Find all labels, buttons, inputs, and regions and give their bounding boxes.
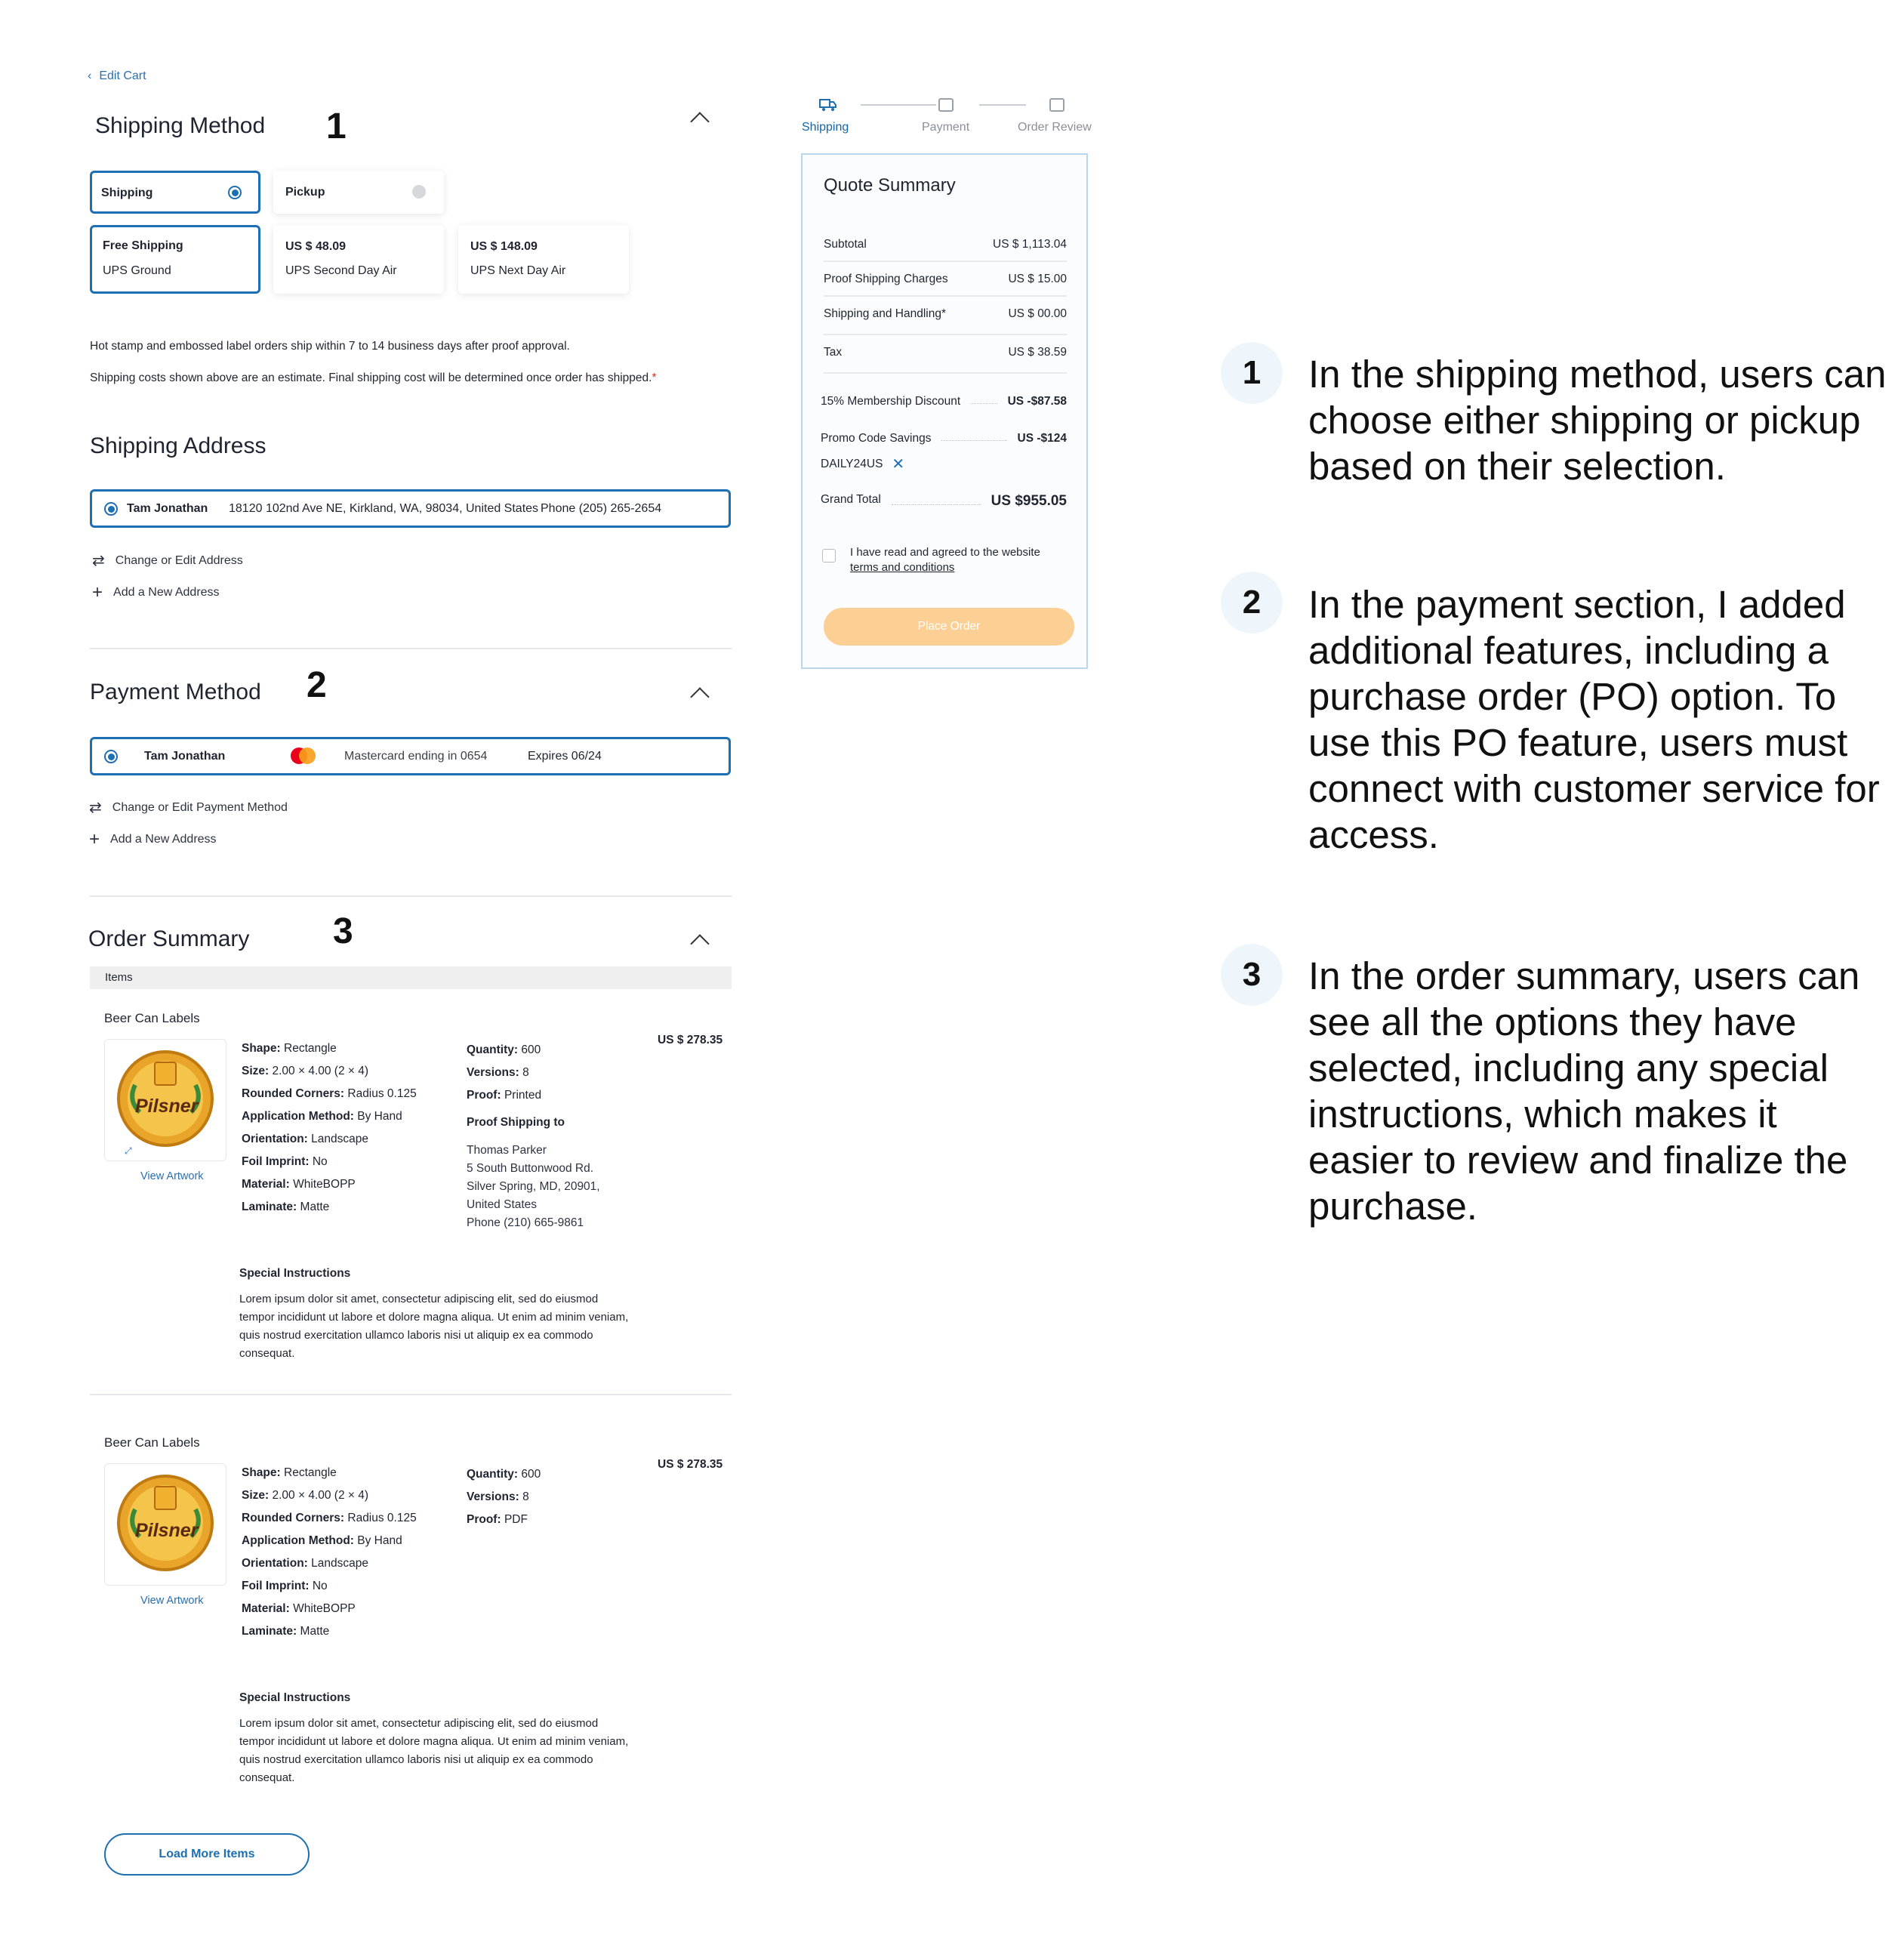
refresh-icon: ⇄ [92, 553, 105, 569]
address-phone: Phone (205) 265-2654 [541, 502, 662, 515]
annotation-badge-3: 3 [1221, 944, 1283, 1006]
item-specs-left [242, 1462, 417, 1643]
shipping-option-price: US $ 48.09 [285, 240, 347, 253]
annotation-text-2: In the payment section, I added additional features, including a purchase order (PO) option. To use this PO feature, users must connect with customer service for access. [1308, 583, 1880, 856]
spec-proof: Proof: PDF [467, 1513, 528, 1526]
shipping-option-ground[interactable] [90, 225, 260, 294]
plus-icon: + [89, 829, 100, 849]
spec-orientation: Orientation: Landscape [242, 1557, 368, 1570]
special-instructions-text: Lorem ipsum dolor sit amet, consectetur adipiscing elit, sed do eiusmod tempor incididunt ut labore et dolore magna aliqua. Ut enim ad minim veniam, quis nostrud exercitation ullamco laboris nisi ut aliquip ex ea commodo consequat. [239, 1293, 629, 1360]
section-number-1: 1 [326, 106, 347, 146]
stepper-line [861, 104, 936, 106]
spec-application-method: Application Method: By Hand [242, 1534, 402, 1547]
spec-shape: Shape: Rectangle [242, 1042, 337, 1055]
expand-icon[interactable]: ⤢ [125, 1145, 132, 1156]
spec-laminate: Laminate: Matte [242, 1625, 330, 1638]
refresh-icon: ⇄ [89, 800, 102, 816]
shipping-option-service: UPS Second Day Air [285, 264, 397, 277]
spec-quantity: Quantity: 600 [467, 1468, 541, 1481]
pickup-mode-option[interactable] [273, 171, 444, 214]
chevron-left-icon: ‹ [88, 69, 92, 82]
tax-row: Tax US $ 38.59 [824, 346, 1067, 359]
quote-summary-panel [801, 153, 1088, 669]
membership-discount-row: 15% Membership Discount US -$87.58 [821, 395, 1067, 408]
item-specs-right [467, 1039, 541, 1107]
view-artwork-link[interactable]: View Artwork [140, 1595, 204, 1607]
item-title: Beer Can Labels [104, 1011, 200, 1025]
terms-link[interactable]: terms and conditions [850, 561, 955, 574]
proof-shipping-row: Proof Shipping Charges US $ 15.00 [824, 273, 1067, 285]
edit-cart-link[interactable] [88, 69, 146, 83]
edit-cart-label: Edit Cart [99, 69, 146, 82]
shipping-address-title: Shipping Address [90, 433, 266, 458]
card-expiry: Expires 06/24 [528, 750, 602, 763]
annotation-badge-1: 1 [1221, 342, 1283, 404]
item-price: US $ 278.35 [658, 1458, 723, 1471]
spec-laminate: Laminate: Matte [242, 1201, 330, 1213]
step-shipping-icon [819, 97, 837, 116]
shipping-address-card[interactable] [90, 489, 731, 528]
radio-selected-icon [104, 502, 118, 516]
add-address-link[interactable]: + Add a New Address [92, 582, 220, 603]
spec-versions: Versions: 8 [467, 1066, 529, 1079]
spec-size: Size: 2.00 × 4.00 (2 × 4) [242, 1065, 369, 1077]
card-icon [938, 98, 954, 112]
load-more-items-button[interactable]: Load More Items [104, 1833, 310, 1876]
terms-text: I have read and agreed to the website terms and conditions [850, 546, 1040, 574]
subtotal-row: Subtotal US $ 1,113.04 [824, 238, 1067, 251]
shipping-option-second-day[interactable] [273, 225, 444, 294]
section-divider [90, 648, 732, 649]
card-description: Mastercard ending in 0654 [344, 750, 488, 763]
item-title: Beer Can Labels [104, 1435, 200, 1450]
plus-icon: + [92, 582, 103, 603]
payment-method-title: Payment Method [90, 680, 261, 704]
section-number-3: 3 [333, 911, 353, 951]
pickup-mode-label: Pickup [285, 186, 325, 199]
annotation-badge-2: 2 [1221, 572, 1283, 633]
mastercard-icon [291, 747, 315, 764]
spec-size: Size: 2.00 × 4.00 (2 × 4) [242, 1489, 369, 1502]
quote-summary-title: Quote Summary [824, 175, 956, 196]
shipping-option-next-day[interactable] [458, 225, 629, 294]
stepper-line [979, 104, 1026, 106]
change-address-link[interactable]: ⇄ Change or Edit Address [92, 553, 243, 569]
step-payment[interactable]: Payment [922, 121, 970, 134]
item-price: US $ 278.35 [658, 1034, 723, 1046]
collapse-shipping-chevron-icon[interactable] [690, 112, 709, 131]
spec-shape: Shape: Rectangle [242, 1466, 337, 1479]
item-divider [90, 1394, 732, 1395]
truck-icon [819, 97, 837, 113]
special-instructions-title: Special Instructions [239, 1267, 351, 1280]
special-instructions-text: Lorem ipsum dolor sit amet, consectetur adipiscing elit, sed do eiusmod tempor incididunt ut labore et dolore magna aliqua. Ut enim ad minim veniam, quis nostrud exercitation ullamco laboris nisi ut aliquip ex ea commodo consequat. [239, 1717, 629, 1784]
place-order-button[interactable]: Place Order [824, 608, 1074, 646]
payment-name: Tam Jonathan [144, 750, 226, 763]
spec-rounded-corners: Rounded Corners: Radius 0.125 [242, 1512, 417, 1524]
collapse-payment-chevron-icon[interactable] [690, 687, 709, 706]
shipping-note-lead-time: Hot stamp and embossed label orders ship within 7 to 14 business days after proof approval. [90, 340, 570, 353]
spec-versions: Versions: 8 [467, 1490, 529, 1503]
change-payment-link[interactable]: ⇄ Change or Edit Payment Method [89, 800, 288, 816]
shipping-method-title: Shipping Method [95, 113, 266, 138]
row-separator [824, 372, 1067, 374]
section-number-2: 2 [307, 665, 327, 705]
section-divider [90, 895, 732, 897]
address-name: Tam Jonathan [127, 502, 208, 515]
spec-rounded-corners: Rounded Corners: Radius 0.125 [242, 1087, 417, 1100]
grand-total-row: Grand Total US $955.05 [821, 493, 1067, 509]
row-separator [824, 295, 1067, 297]
item-specs-left [242, 1037, 417, 1219]
shipping-mode-label: Shipping [101, 186, 153, 199]
item-thumbnail [104, 1463, 226, 1586]
step-order-review[interactable]: Order Review [1018, 121, 1092, 134]
row-separator [824, 334, 1067, 335]
promo-code-chip: DAILY24US ✕ [821, 456, 905, 473]
step-shipping[interactable]: Shipping [802, 121, 849, 134]
document-icon [1049, 98, 1064, 112]
item-specs-right [467, 1463, 541, 1531]
radio-unselected-icon [412, 185, 426, 199]
shipping-option-price: US $ 148.09 [470, 240, 538, 253]
promo-savings-row: Promo Code Savings US -$124 [821, 432, 1067, 445]
shipping-option-service: UPS Next Day Air [470, 264, 566, 277]
radio-selected-icon [104, 750, 118, 763]
annotation-text-1: In the shipping method, users can choose either shipping or pickup based on their selection. [1308, 353, 1887, 488]
annotation-text-3: In the order summary, users can see all the options they have selected, including any special instructions, which makes it easier to review and finalize the purchase. [1308, 954, 1860, 1228]
view-artwork-link[interactable]: View Artwork [140, 1170, 204, 1182]
shipping-note-estimate: Shipping costs shown above are an estimate. Final shipping cost will be determined once order has shipped.* [90, 371, 657, 384]
shipping-option-service: UPS Ground [103, 264, 171, 277]
items-header: Items [90, 966, 732, 989]
shipping-handling-row: Shipping and Handling* US $ 00.00 [824, 307, 1067, 320]
spec-quantity: Quantity: 600 [467, 1043, 541, 1056]
order-summary-title: Order Summary [88, 926, 250, 951]
item-thumbnail [104, 1039, 226, 1161]
spec-foil-imprint: Foil Imprint: No [242, 1580, 328, 1592]
collapse-order-chevron-icon[interactable] [690, 934, 709, 953]
spec-application-method: Application Method: By Hand [242, 1110, 402, 1123]
terms-checkbox[interactable] [822, 549, 836, 563]
address-line: 18120 102nd Ave NE, Kirkland, WA, 98034, United States [229, 502, 539, 515]
remove-promo-close-icon[interactable]: ✕ [892, 456, 905, 473]
spec-orientation: Orientation: Landscape [242, 1133, 368, 1145]
shipping-mode-option[interactable] [90, 171, 260, 214]
special-instructions-title: Special Instructions [239, 1691, 351, 1704]
spec-material: Material: WhiteBOPP [242, 1602, 356, 1615]
spec-foil-imprint: Foil Imprint: No [242, 1155, 328, 1168]
row-separator [824, 260, 1067, 262]
radio-selected-icon [228, 186, 242, 199]
proof-shipping-title: Proof Shipping to [467, 1116, 565, 1129]
thumbnail-text: Pilsner [135, 1520, 199, 1541]
payment-card[interactable] [90, 737, 731, 775]
shipping-option-price: Free Shipping [103, 239, 183, 252]
spec-proof: Proof: Printed [467, 1089, 542, 1102]
proof-shipping-address: Thomas Parker 5 South Buttonwood Rd. Silver Spring, MD, 20901, United States Phone (210) 665-9861 [467, 1144, 600, 1229]
required-asterisk: * [652, 371, 657, 384]
spec-material: Material: WhiteBOPP [242, 1178, 356, 1191]
thumbnail-text: Pilsner [135, 1096, 199, 1117]
add-payment-link[interactable]: + Add a New Address [89, 829, 217, 849]
